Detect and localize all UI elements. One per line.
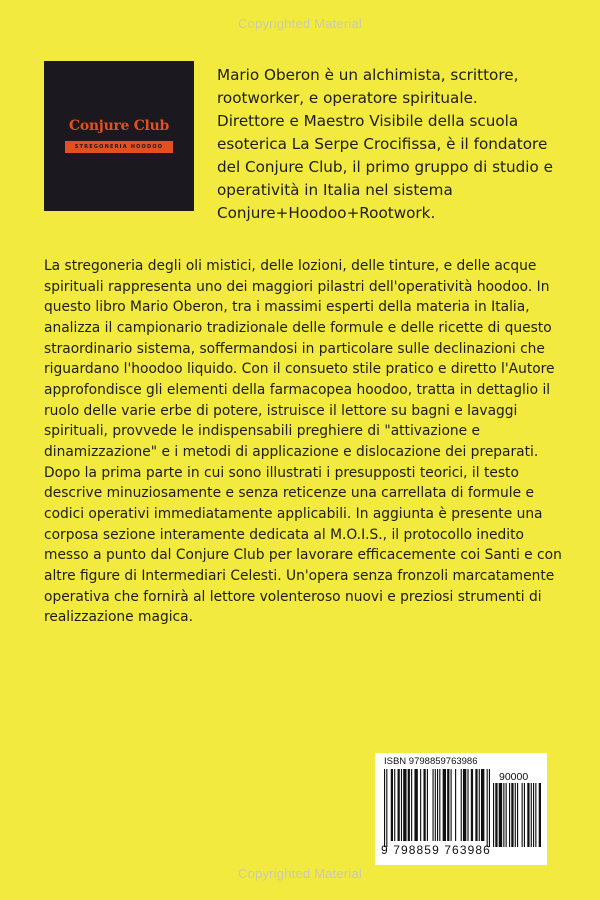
bio-line: rootworker, e operatore spirituale. <box>217 89 478 107</box>
conjure-club-logo <box>44 61 194 211</box>
description-line: spirituali, provvede le indispensabili preghiere di "attivazione e <box>44 423 481 440</box>
description-line: operativa che fornirà al lettore volenteroso nuovi e preziosi strumenti di <box>44 588 542 605</box>
description-line: questo libro Mario Oberon, tra i massimi esperti della materia in Italia, <box>44 299 530 316</box>
bio-line: del Conjure Club, il primo gruppo di studio e <box>217 158 553 176</box>
bio-line: esoterica La Serpe Crocifissa, è il fondatore <box>217 135 548 153</box>
description-line: dinamizzazione" e i metodi di applicazione e dislocazione dei preparati. <box>44 443 539 460</box>
logo-title: Conjure Club <box>69 118 169 134</box>
description-line: spirituali rappresenta uno dei maggiori pilastri dell'operatività hoodoo. In <box>44 278 550 295</box>
logo-subtitle: STREGONERIA HOODOO <box>74 144 164 150</box>
isbn-label: ISBN 9798859763986 <box>384 756 478 767</box>
bio-line: Direttore e Maestro Visibile della scuola <box>217 112 519 130</box>
logo-subtitle-bar <box>65 141 173 153</box>
copyright-watermark-top: Copyrighted Material <box>238 16 362 31</box>
description-line: riguardano l'hoodoo liquido. Con il consueto stile pratico e diretto l'Autore <box>44 361 555 378</box>
description-line: realizzazione magica. <box>44 609 193 626</box>
price-addon-bars <box>493 783 541 847</box>
copyright-watermark-bottom: Copyrighted Material <box>238 866 362 881</box>
description-line: messo a punto dal Conjure Club per lavorare efficacemente coi Santi e con <box>44 547 562 564</box>
author-bio <box>217 64 567 225</box>
description-line: analizza il campionario tradizionale delle formule e delle ricette di questo <box>44 319 552 336</box>
bio-line: Conjure+Hoodoo+Rootwork. <box>217 204 436 222</box>
description-line: approfondisce gli elementi della farmacopea hoodoo, tratta in dettaglio il <box>44 381 551 398</box>
description-line: corposa sezione interamente dedicata al M.O.I.S., il protocollo inedito <box>44 526 524 543</box>
price-code: 90000 <box>499 771 529 783</box>
description-line: descrive minuziosamente e senza reticenze una carrellata di formule e <box>44 485 534 502</box>
description-line: codici operativi immediatamente applicabili. In aggiunta è presente una <box>44 505 543 522</box>
description-line: straordinario sistema, soffermandosi in particolare sulle declinazioni che <box>44 340 545 357</box>
ean13-bars <box>384 769 490 847</box>
description-line: ruolo delle varie erbe di potere, istruisce il lettore su bagni e lavaggi <box>44 402 518 419</box>
description-line: altre figure di Intermediari Celesti. Un'opera senza fronzoli marcatamente <box>44 567 555 584</box>
description-line: La stregoneria degli oli mistici, delle lozioni, delle tinture, e delle acque <box>44 258 537 274</box>
bio-line: Mario Oberon è un alchimista, scrittore, <box>217 66 519 84</box>
bio-line: operatività in Italia nel sistema <box>217 181 453 199</box>
ean-digits: 9 798859 763986 <box>381 843 491 857</box>
isbn-barcode <box>375 753 547 865</box>
description-line: Dopo la prima parte in cui sono illustrati i presupposti teorici, il testo <box>44 464 519 481</box>
book-description <box>44 256 564 628</box>
